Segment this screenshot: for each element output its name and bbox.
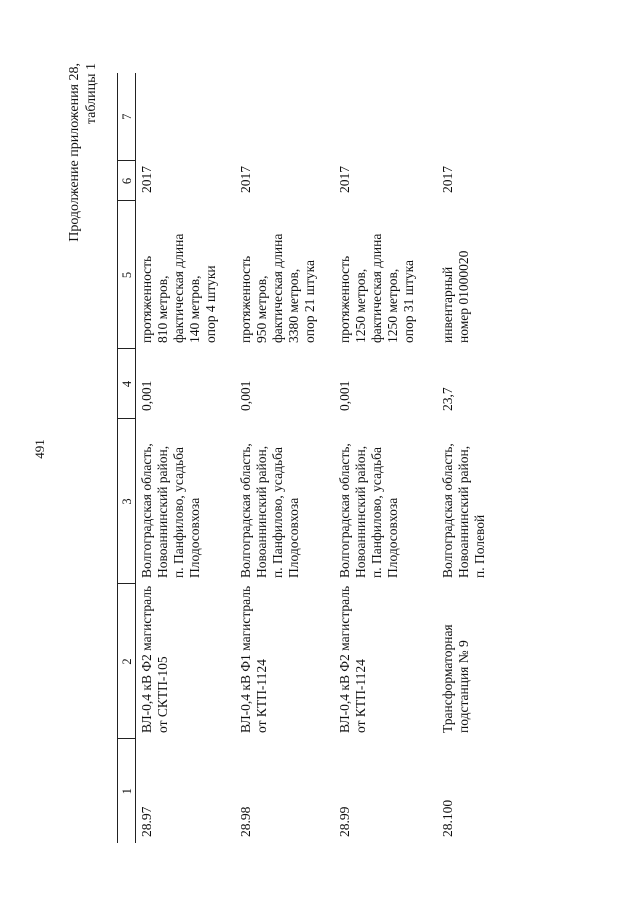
- text-line: от СКТП-105: [155, 656, 170, 733]
- cell-value: 0,001: [238, 380, 253, 411]
- cell-characteristics: [437, 201, 510, 349]
- text-line: подстанция № 9: [456, 640, 471, 733]
- cell-note: [334, 73, 437, 161]
- text-line: п. Полевой: [472, 514, 487, 578]
- text-line: протяженность: [238, 255, 253, 343]
- text-line: ВЛ-0,4 кВ Ф2 магистраль: [337, 585, 352, 733]
- text-line: Новоаннинский район,: [456, 445, 471, 578]
- text-line: Волгоградская область,: [440, 443, 455, 578]
- cell-value: 0,001: [337, 380, 352, 411]
- table-row: [437, 73, 510, 843]
- cell-address: [437, 419, 510, 584]
- text-line: Трансформаторная: [440, 624, 455, 733]
- text-line: ВЛ-0,4 кВ Ф1 магистраль: [238, 585, 253, 733]
- cell-note: [136, 73, 236, 161]
- property-table: [117, 73, 510, 843]
- table-caption: [66, 63, 100, 242]
- cell-number: 28.99: [337, 806, 352, 837]
- cell-year: 2017: [238, 166, 253, 193]
- text-line: фактическая длина: [369, 233, 384, 343]
- text-line: фактическая длина: [270, 233, 285, 343]
- cell-number: 28.97: [139, 806, 154, 837]
- text-line: Новоаннинский район,: [155, 445, 170, 578]
- text-line: 1250 метров,: [385, 268, 400, 343]
- cell-number: 28.100: [440, 799, 455, 837]
- text-line: фактическая длина: [171, 233, 186, 343]
- text-line: Волгоградская область,: [238, 443, 253, 578]
- text-line: 140 метров,: [187, 275, 202, 343]
- text-line: протяженность: [139, 255, 154, 343]
- text-line: Волгоградская область,: [139, 443, 154, 578]
- text-line: от КТП-1124: [254, 659, 269, 733]
- cell-year: 2017: [337, 166, 352, 193]
- text-line: Волгоградская область,: [337, 443, 352, 578]
- cell-note: [235, 73, 334, 161]
- cell-name: [437, 584, 510, 739]
- column-header-3: 3: [118, 419, 136, 584]
- text-line: протяженность: [337, 255, 352, 343]
- column-header-4: 4: [118, 349, 136, 419]
- cell-number: 28.98: [238, 806, 253, 837]
- text-line: Новоаннинский район,: [254, 445, 269, 578]
- text-line: номер 01000020: [456, 250, 471, 343]
- cell-address: [334, 419, 437, 584]
- cell-value: 23,7: [440, 387, 455, 411]
- table-row: [136, 73, 236, 843]
- text-line: Плодосовхоза: [286, 497, 301, 578]
- table-row: [334, 73, 437, 843]
- column-header-2: 2: [118, 584, 136, 739]
- column-header-5: 5: [118, 201, 136, 349]
- cell-note: [437, 73, 510, 161]
- text-line: от КТП-1124: [353, 659, 368, 733]
- cell-name: [136, 584, 236, 739]
- cell-name: [334, 584, 437, 739]
- cell-address: [235, 419, 334, 584]
- text-line: опор 31 штука: [401, 260, 416, 343]
- caption-line: таблицы 1: [84, 63, 99, 125]
- caption-line: Продолжение приложения 28,: [67, 63, 82, 242]
- text-line: Плодосовхоза: [385, 497, 400, 578]
- text-line: 810 метров,: [155, 275, 170, 343]
- cell-characteristics: [334, 201, 437, 349]
- table-row: [235, 73, 334, 843]
- text-line: 950 метров,: [254, 275, 269, 343]
- column-header-7: 7: [118, 73, 136, 161]
- text-line: инвентарный: [440, 266, 455, 343]
- text-line: Новоаннинский район,: [353, 445, 368, 578]
- column-header-6: 6: [118, 161, 136, 201]
- cell-characteristics: [235, 201, 334, 349]
- column-header-1: 1: [118, 739, 136, 843]
- text-line: опор 21 штука: [302, 260, 317, 343]
- text-line: п. Панфилово, усадьба: [171, 447, 186, 578]
- cell-characteristics: [136, 201, 236, 349]
- cell-year: 2017: [139, 166, 154, 193]
- text-line: п. Панфилово, усадьба: [270, 447, 285, 578]
- text-line: Плодосовхоза: [187, 497, 202, 578]
- page-number: 491: [32, 439, 47, 459]
- text-line: п. Панфилово, усадьба: [369, 447, 384, 578]
- text-line: 1250 метров,: [353, 268, 368, 343]
- cell-year: 2017: [440, 166, 455, 193]
- table-header-row: [118, 73, 136, 843]
- cell-address: [136, 419, 236, 584]
- cell-name: [235, 584, 334, 739]
- text-line: ВЛ-0,4 кВ Ф2 магистраль: [139, 585, 154, 733]
- text-line: 3380 метров,: [286, 268, 301, 343]
- text-line: опор 4 штуки: [203, 265, 218, 343]
- cell-value: 0,001: [139, 380, 154, 411]
